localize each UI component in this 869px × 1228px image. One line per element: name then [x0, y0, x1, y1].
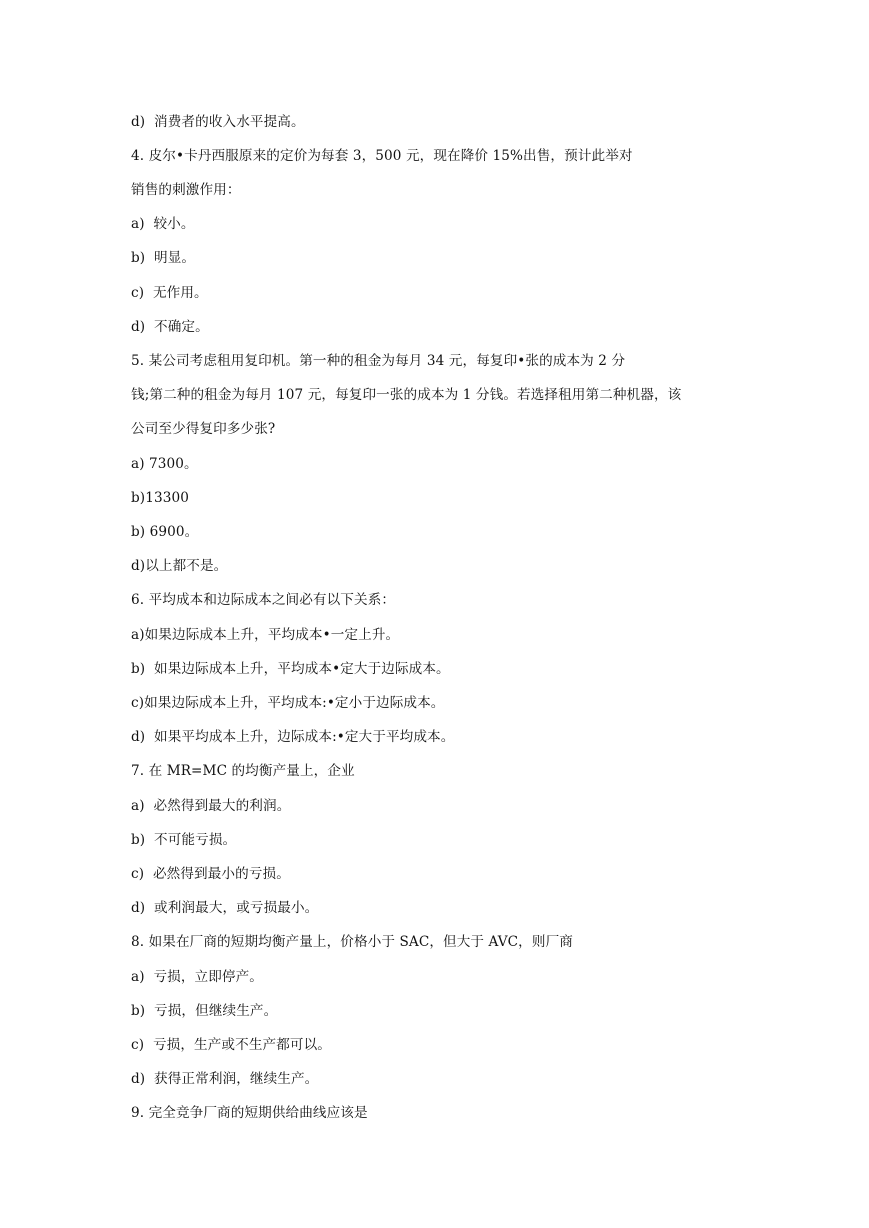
- question-7: 7. 在 MR=MC 的均衡产量上，企业: [131, 763, 355, 779]
- option-a-q6: a)如果边际成本上升，平均成本•一定上升。: [131, 627, 400, 643]
- option-b-q4: b) 明显。: [131, 250, 196, 266]
- option-a-q5: a) 7300。: [131, 456, 198, 472]
- option-c-q4: c) 无作用。: [131, 285, 208, 301]
- option-c-q8: c) 亏损，生产或不生产都可以。: [131, 1037, 331, 1053]
- option-c-q6: c)如果边际成本上升，平均成本:•定小于边际成本。: [131, 695, 445, 711]
- option-d-q3: d) 消费者的收入水平提高。: [131, 114, 305, 130]
- question-4-line-2: 销售的刺激作用：: [131, 182, 241, 198]
- question-5-line-1: 5. 某公司考虑租用复印机。第一种的租金为每月 34 元，每复印•张的成本为 2 分: [131, 353, 626, 369]
- option-d-q7: d) 或利润最大，或亏损最小。: [131, 900, 319, 916]
- option-a-q7: a) 必然得到最大的利润。: [131, 798, 291, 814]
- option-d-q5: d)以上都不是。: [131, 558, 228, 574]
- question-4-line-1: 4. 皮尔•卡丹西服原来的定价为每套 3，500 元，现在降价 15%出售，预计此举对: [131, 148, 633, 164]
- option-b-q5: b)13300: [131, 490, 189, 506]
- option-a-q8: a) 亏损，立即停产。: [131, 969, 263, 985]
- option-c-q7: c) 必然得到最小的亏损。: [131, 866, 290, 882]
- option-b-q8: b) 亏损，但继续生产。: [131, 1003, 278, 1019]
- option-b2-q5: b) 6900。: [131, 524, 199, 540]
- question-5-line-2: 钱;第二种的租金为每月 107 元，每复印一张的成本为 1 分钱。若选择租用第二种机器，该: [131, 387, 682, 403]
- option-d-q4: d) 不确定。: [131, 319, 209, 335]
- option-d-q8: d) 获得正常利润，继续生产。: [131, 1071, 319, 1087]
- question-5-line-3: 公司至少得复印多少张?: [131, 421, 276, 437]
- option-b-q6: b) 如果边际成本上升，平均成本•定大于边际成本。: [131, 661, 450, 677]
- question-6: 6. 平均成本和边际成本之间必有以下关系：: [131, 592, 396, 608]
- option-d-q6: d) 如果平均成本上升，边际成本:•定大于平均成本。: [131, 729, 455, 745]
- option-b-q7: b) 不可能亏损。: [131, 832, 237, 848]
- question-9: 9. 完全竞争厂商的短期供给曲线应该是: [131, 1105, 368, 1121]
- option-a-q4: a) 较小。: [131, 216, 195, 232]
- question-8: 8. 如果在厂商的短期均衡产量上，价格小于 SAC，但大于 AVC，则厂商: [131, 934, 573, 950]
